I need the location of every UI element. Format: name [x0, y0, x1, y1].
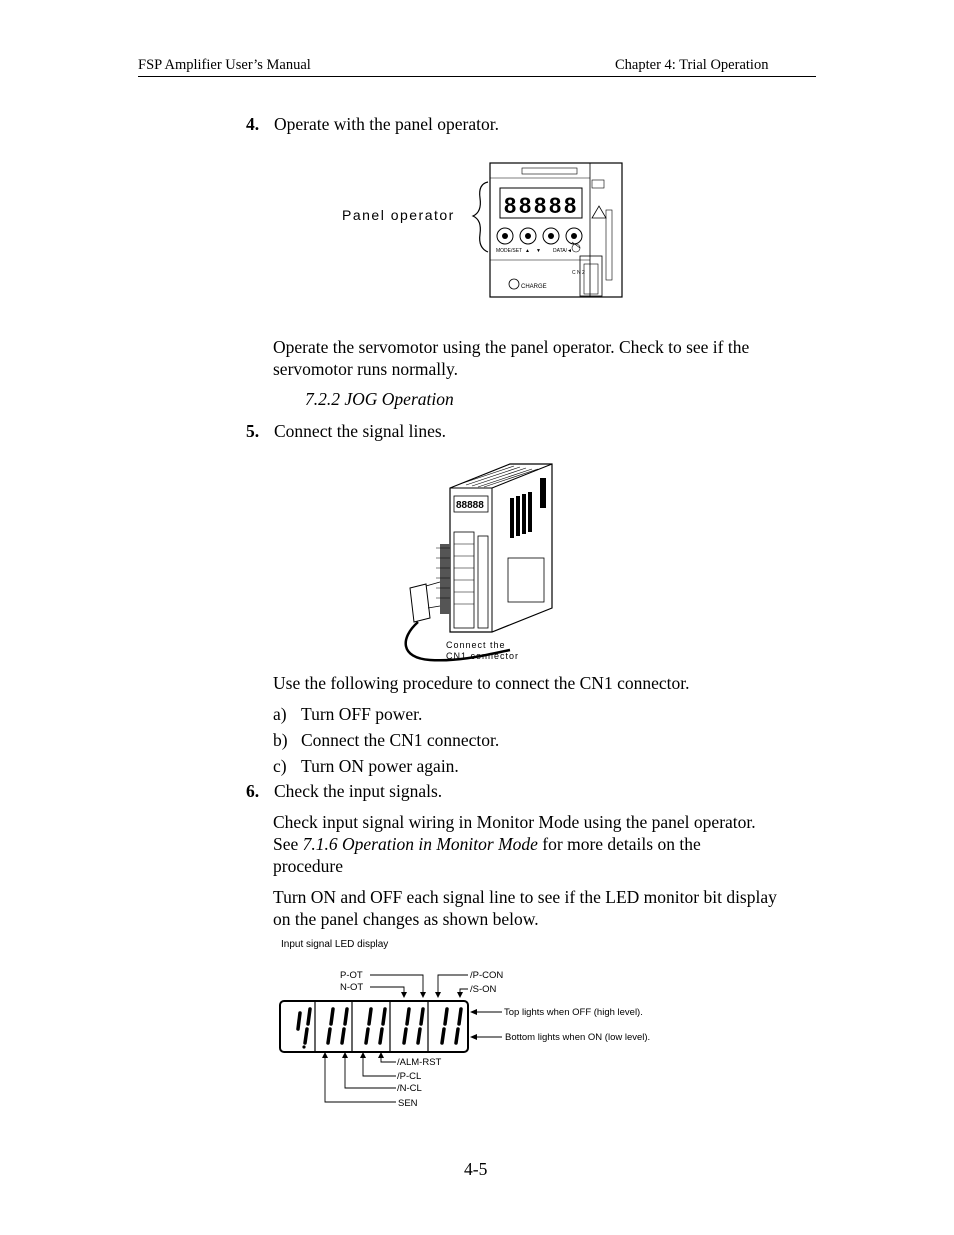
input-signal-led-diagram — [270, 935, 690, 1115]
label-top-lights: Top lights when OFF (high level). — [504, 1007, 643, 1018]
step-5-text: Connect the signal lines. — [274, 421, 447, 441]
button-label-mode: MODE/SET — [496, 248, 523, 254]
substep-a-label: a) — [273, 704, 287, 724]
substep-a-text: Turn OFF power. — [301, 704, 423, 724]
button-label-data: DATA/◄ — [553, 248, 572, 254]
svg-text:88888: 88888 — [456, 500, 484, 511]
substep-b-text: Connect the CN1 connector. — [301, 730, 500, 750]
step-6-text: Check the input signals. — [274, 781, 443, 801]
monitor-mode-reference: 7.1.6 Operation in Monitor Mode — [302, 834, 538, 854]
label-s-on: /S-ON — [470, 984, 497, 995]
led-diagram-title: Input signal LED display — [281, 939, 389, 950]
label-sen: SEN — [398, 1098, 418, 1109]
step-4-text: Operate with the panel operator. — [274, 114, 499, 134]
turn-line-1: Turn ON and OFF each signal line to see if the LED monitor bit display — [273, 887, 777, 907]
svg-text:8: 8 — [549, 193, 562, 218]
panel-operator-callout: Panel operator — [342, 207, 455, 223]
cn1-connection-figure — [390, 458, 560, 668]
label-alm-rst: /ALM-RST — [397, 1057, 442, 1068]
page-number: 4-5 — [464, 1159, 488, 1179]
turn-line-2: on the panel changes as shown below. — [273, 909, 539, 929]
svg-text:8: 8 — [519, 193, 532, 218]
paragraph-turn-on-off — [273, 886, 818, 930]
check-line-3: procedure — [273, 856, 343, 876]
header-rule — [138, 76, 816, 77]
check-line-1: Check input signal wiring in Monitor Mode using the panel operator. — [273, 812, 756, 832]
charge-label: CHARGE — [521, 284, 547, 290]
label-p-con: /P-CON — [470, 970, 504, 981]
label-p-cl: /P-CL — [397, 1071, 422, 1082]
svg-text:8: 8 — [504, 193, 517, 218]
substep-c-label: c) — [273, 756, 287, 776]
cn1-callout-line2: CN1 connector — [446, 651, 520, 661]
svg-text:8: 8 — [564, 193, 577, 218]
paragraph-check-input — [273, 811, 818, 877]
step-6-number: 6. — [246, 781, 260, 801]
paragraph-operate-servomotor: Operate the servomotor using the panel operator. Check to see if the servomotor runs normally. — [273, 337, 750, 379]
step-4-number: 4. — [246, 114, 260, 134]
paragraph-cn1-procedure: Use the following procedure to connect the CN1 connector. — [273, 673, 690, 693]
panel-operator-figure — [340, 160, 630, 300]
substep-b-label: b) — [273, 730, 288, 750]
header-chapter-title: Chapter 4: Trial Operation — [615, 57, 769, 73]
button-label-down: ▼ — [536, 248, 541, 254]
check-line-2: See 7.1.6 Operation in Monitor Mode for more details on the — [273, 834, 701, 854]
cn2-label: C N 2 — [572, 270, 585, 276]
button-label-up: ▲ — [525, 248, 530, 254]
label-n-ot: N-OT — [340, 982, 364, 993]
label-bottom-lights: Bottom lights when ON (low level). — [505, 1032, 651, 1043]
section-reference-jog: 7.2.2 JOG Operation — [305, 389, 454, 409]
label-n-cl: /N-CL — [397, 1083, 422, 1094]
svg-text:8: 8 — [534, 193, 547, 218]
cn1-callout-line1: Connect the — [446, 640, 506, 650]
header-manual-title: FSP Amplifier User’s Manual — [138, 57, 311, 73]
step-5-number: 5. — [246, 421, 260, 441]
label-p-ot: P-OT — [340, 970, 363, 981]
substep-c-text: Turn ON power again. — [301, 756, 459, 776]
